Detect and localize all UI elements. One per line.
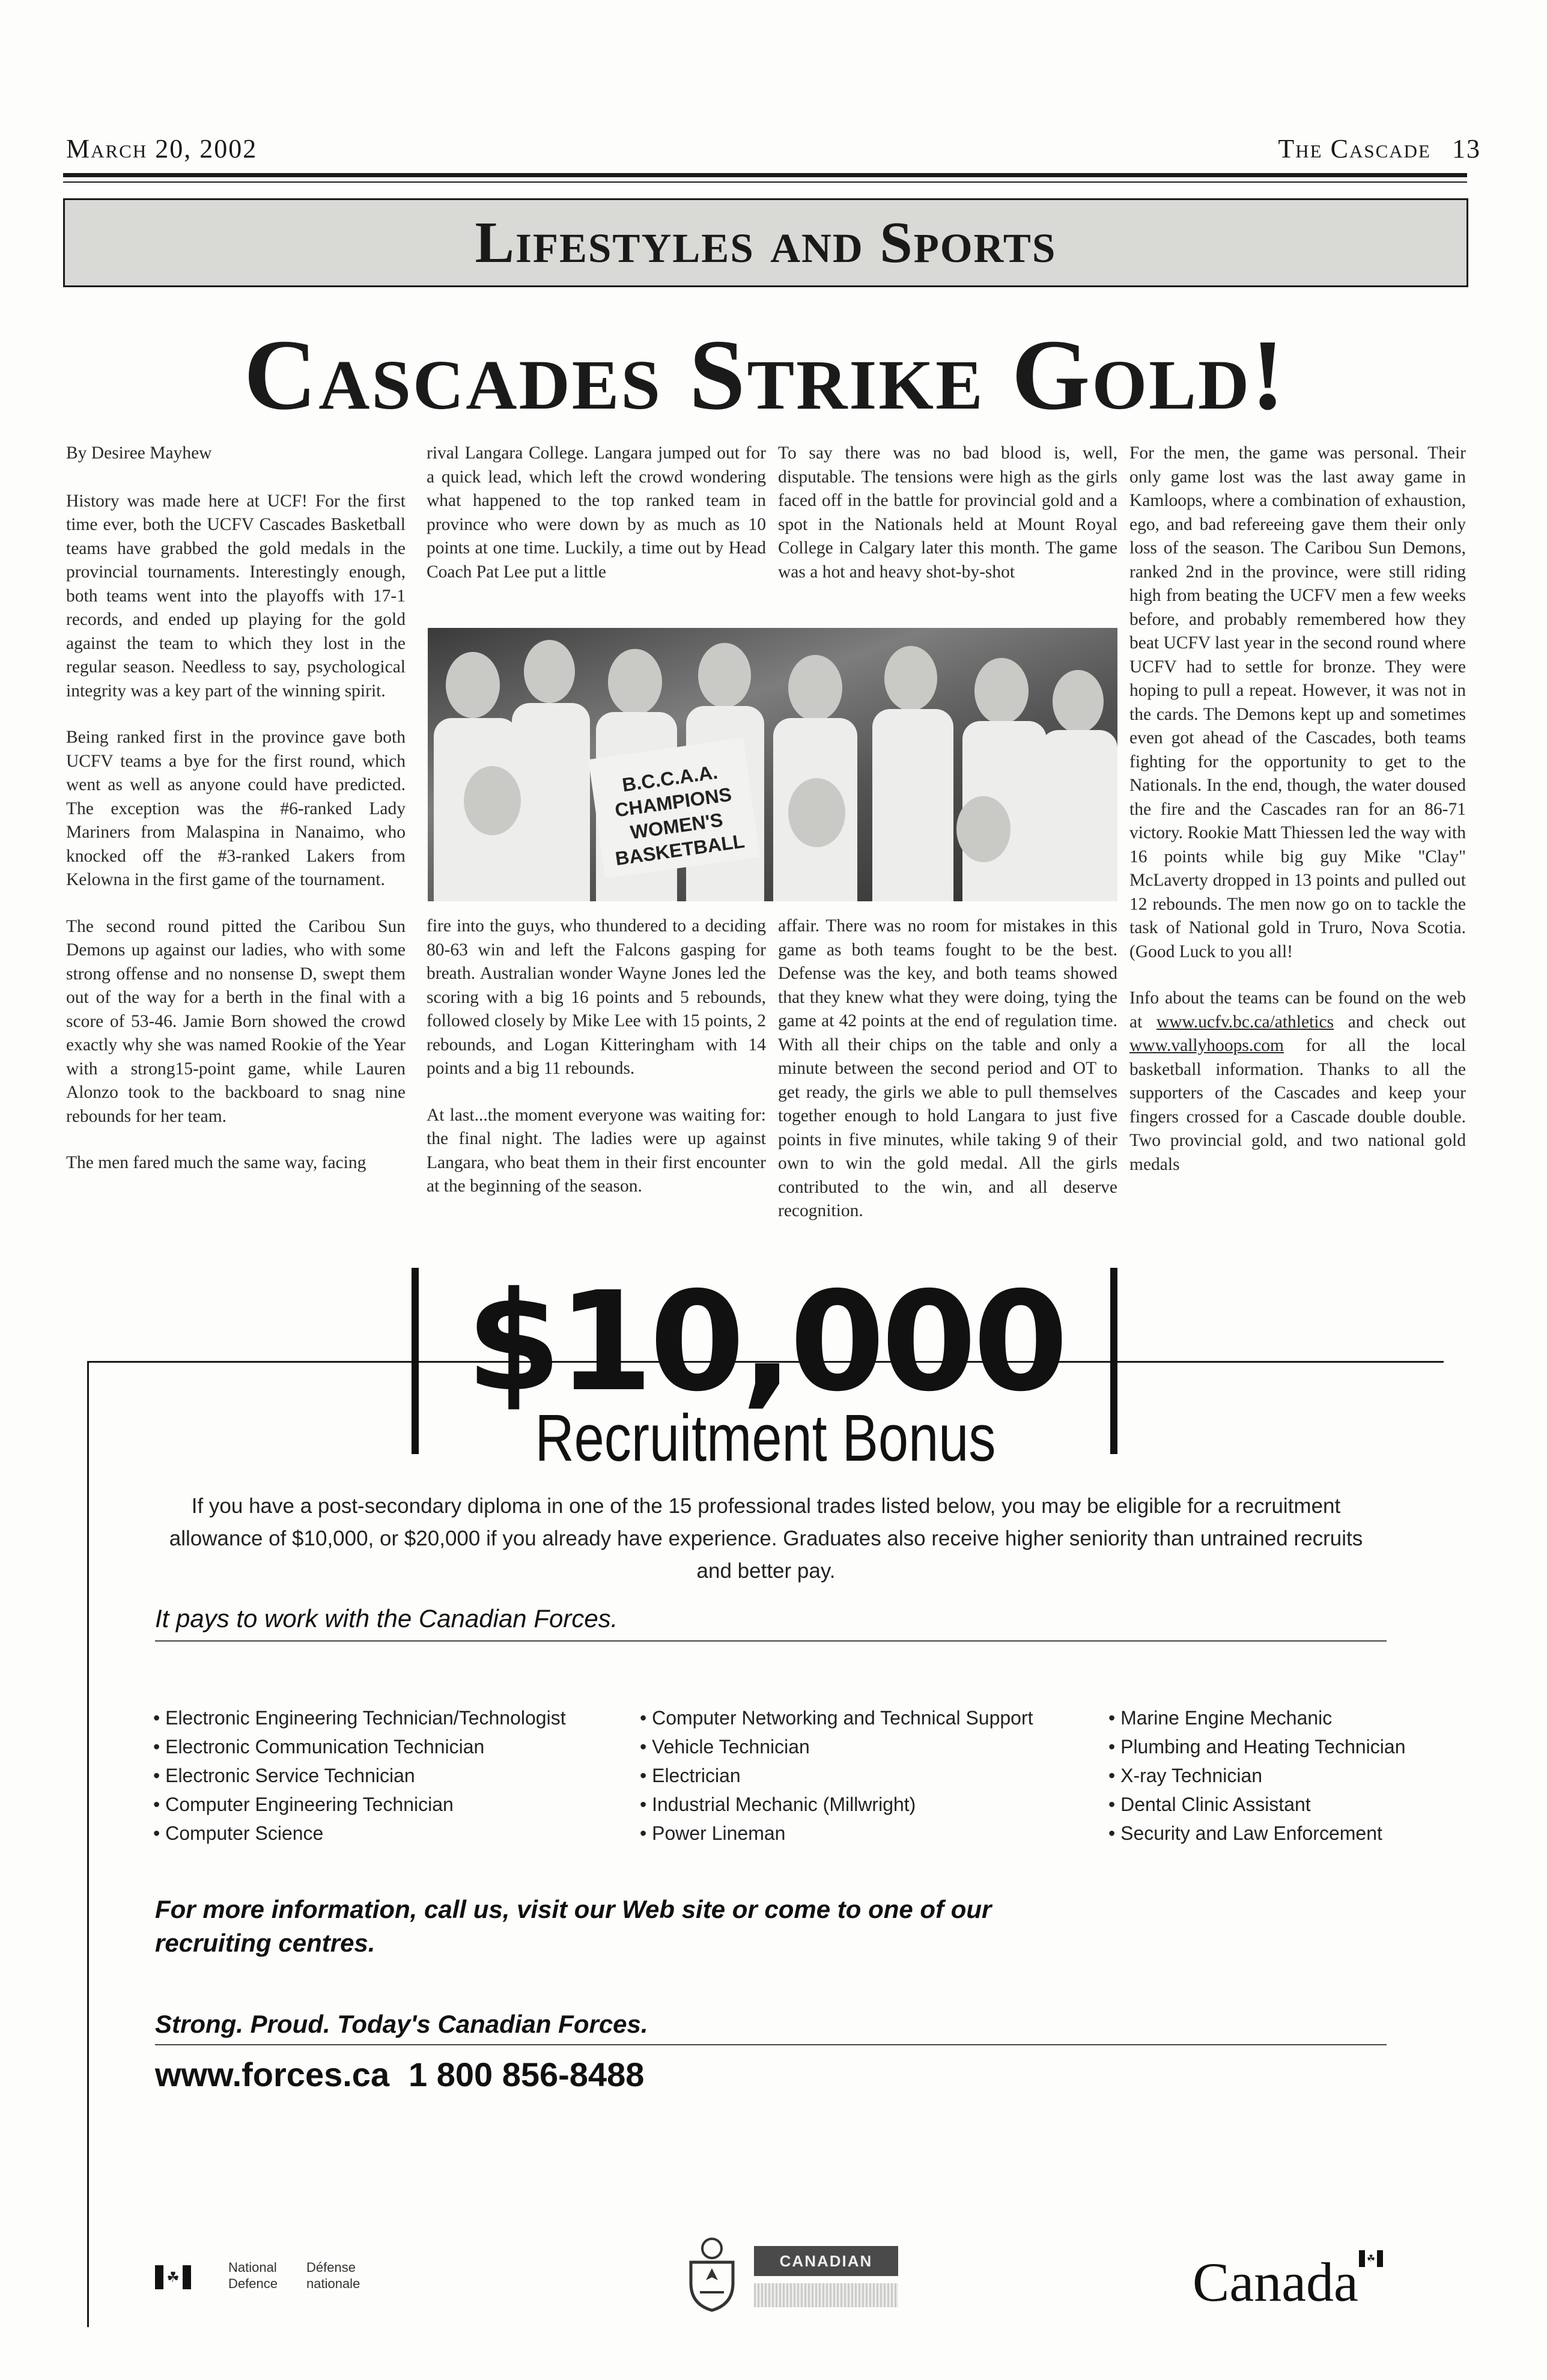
canada-wordmark: Canada [1193, 2251, 1358, 2313]
paper-page-label [1278, 133, 1481, 164]
paragraph: affair. There was no room for mistakes in this game as both teams fought to be the best. Defense was the key, and both teams showed that they knew what they were doing, tying the game at 42 points at the end of regulation time. With all their chips on the table and only a minute between the second period and OT to get ready, the girls we able to pull themselves together enough to hold Langara to just five points in five minutes, while taking 9 of their own to win the gold medal. All the girls contributed to the win, and all deserve recognition. [778, 916, 1117, 1220]
trades-list-1 [153, 1703, 610, 1848]
section-title: Lifestyles and Sports [475, 210, 1057, 275]
trade-item: • Electrician [640, 1761, 1096, 1790]
paragraph: fire into the guys, who thundered to a deciding 80-63 win and left the Falcons gasping for breath. Australian wonder Wayne Jones led the scoring with a big 16 points and 5 rebounds, followed closely by Mike Lee with 15 points, 2 rebounds, and Logan Kitteringham with 14 points and a big 11 rebounds. [427, 916, 766, 1078]
ad-rule [155, 1640, 1387, 1642]
article-column-4 [1129, 442, 1466, 1199]
article-column-1 [66, 442, 406, 1198]
bonus-amount: $10,000 [466, 1262, 1065, 1422]
paragraph: History was made here at UCF! For the first time ever, both the UCFV Cascades Basketball teams have grabbed the gold medals in the provincial tournaments. Interestingly enough, both teams went into the playoffs with 17-1 records, and ended up playing for the gold against the team to which they lost in the regular season. Needless to say, psychological integrity was a key part of the winning spirit. [66, 491, 406, 701]
bonus-title: Recruitment Bonus [535, 1401, 996, 1475]
paper-name: The Cascade [1278, 134, 1431, 163]
athletics-link[interactable]: www.ucfv.bc.ca/athletics [1156, 1012, 1334, 1032]
dnd-wordmark-english: National Defence [228, 2260, 278, 2291]
trade-item: • X-ray Technician [1108, 1761, 1445, 1790]
trade-item: • Electronic Engineering Technician/Technologist [153, 1703, 610, 1732]
team-photo [428, 628, 1117, 901]
paragraph: The men fared much the same way, facing [66, 1153, 366, 1172]
masthead-rule-thin [63, 181, 1467, 183]
paragraph: At last...the moment everyone was waiting for: the final night. The ladies were up against Langara, who beat them in their first encounter at the beginning of the season. [427, 1105, 766, 1196]
ad-more-info: For more information, call us, visit our Web site or come to one of our recruiting centres. [155, 1895, 992, 1957]
paragraph: Being ranked first in the province gave both UCFV teams a bye for the first round, which went as well as anyone could have predicted. The exception was the #6-ranked Lady Mariners from Malaspina in Nanaimo, who knocked off the #3-ranked Lakers from Kelowna in the first game of the tournament. [66, 728, 406, 889]
trade-item: • Computer Engineering Technician [153, 1790, 610, 1819]
article-column-2-bottom [427, 915, 766, 1222]
photo-banner: B.C.C.A.A. CHAMPIONS WOMEN'S BASKETBALL [588, 738, 759, 878]
masthead-rule [63, 173, 1467, 177]
trade-item: • Security and Law Enforcement [1108, 1819, 1445, 1848]
recruiting-phone: 1 800 856-8488 [409, 2056, 645, 2093]
article-column-2-top [427, 442, 766, 607]
trade-item: • Electronic Communication Technician [153, 1732, 610, 1761]
forces-website-link[interactable]: www.forces.ca [155, 2056, 390, 2093]
article-column-3-bottom [778, 915, 1117, 1246]
trade-item: • Industrial Mechanic (Millwright) [640, 1790, 1096, 1819]
byline: By Desiree Mayhew [66, 443, 212, 463]
forces-crest-icon [679, 2235, 745, 2313]
forces-badge-subtext [754, 2283, 898, 2307]
section-banner [63, 198, 1468, 287]
canada-wordmark-flag-icon: ☘ [1359, 2250, 1383, 2267]
ad-slogan: Strong. Proud. Today's Canadian Forces. [155, 2010, 648, 2038]
trades-list-2 [640, 1703, 1096, 1848]
ad-intro: If you have a post-secondary diploma in one of the 15 professional trades listed below, you may be eligible for a recruitment allowance of $10,000, or $20,000 if you already have experience. Graduates also receive higher seniority than untrained recruits and better pay. [169, 1494, 1363, 1583]
article-column-3-top [778, 442, 1117, 607]
trade-item: • Dental Clinic Assistant [1108, 1790, 1445, 1819]
trade-item: • Computer Science [153, 1819, 610, 1848]
trade-item: • Computer Networking and Technical Support [640, 1703, 1096, 1732]
paragraph: The second round pitted the Caribou Sun Demons up against our ladies, who with some strong offense and no nonsense D, swept them out of the way for a berth in the final with a score of 53-46. Jamie Born showed the crowd exactly why she was named Rookie of the Year with a strong15-point game, while Lauren Alonzo took to the backboard to snag nine rebounds for her team. [66, 916, 406, 1126]
dnd-wordmark-french: Défense nationale [306, 2260, 360, 2291]
ad-bar-right [1110, 1268, 1117, 1454]
vallyhoops-link[interactable]: www.vallyhoops.com [1129, 1036, 1284, 1055]
ad-bar-left [412, 1268, 419, 1454]
canada-flag-icon: ☘ [155, 2265, 191, 2289]
trades-list-3 [1108, 1703, 1445, 1848]
canadian-forces-badge: CANADIAN [754, 2246, 898, 2276]
ad-rule [155, 2044, 1387, 2045]
paragraph: rival Langara College. Langara jumped out for a quick lead, which left the crowd wondering what happened to the top ranked team in province who were down by as much as 10 points at one time. Luckily, a time out by Head Coach Pat Lee put a little [427, 443, 766, 582]
ad-tagline: It pays to work with the Canadian Forces. [155, 1604, 618, 1633]
trade-item: • Vehicle Technician [640, 1732, 1096, 1761]
article-headline: Cascades Strike Gold! [243, 319, 1287, 431]
paragraph: For the men, the game was personal. Their only game lost was the last away game in Kamloops, where a combination of exhaustion, ego, and bad refereeing gave them their only loss of the season. The Caribou Sun Demons, ranked 2nd in the province, were still riding high from beating the UCFV men a few weeks before, and probably remembered how they beat UCFV last year in the second round where UCFV had to settle for bronze. They were hoping to pull a repeat. However, it was not in the cards. The Demons kept up and sometimes even got ahead of the Cascades, both teams fighting for the opportunity to get to the Nationals. In the end, though, the water doused the fire and the Cascades ran for an 86-71 victory. Rookie Matt Thiessen led the way with 16 points while big guy Mike "Clay" McLaverty dropped in 13 points and pulled out 12 rebounds. The men now go on to tackle the task of National gold in Truro, Nova Scotia. (Good Luck to you all! [1129, 443, 1466, 961]
page-number: 13 [1452, 134, 1481, 163]
issue-date: March 20, 2002 [66, 134, 258, 163]
trade-item: • Electronic Service Technician [153, 1761, 610, 1790]
trade-item: • Power Lineman [640, 1819, 1096, 1848]
trade-item: • Marine Engine Mechanic [1108, 1703, 1445, 1732]
paragraph: To say there was no bad blood is, well, disputable. The tensions were high as the girls faced off in the battle for provincial gold and a spot in the Nationals held at Mount Royal College in Calgary later this month. The game was a hot and heavy shot-by-shot [778, 443, 1117, 582]
paragraph-info: Info about the teams can be found on the web at www.ucfv.bc.ca/athletics and check out www.vallyhoops.com for all the local basketball information. Thanks to all the supporters of the Cascades and keep your fingers crossed for a Cascade double double. Two provincial gold, and two national gold medals [1129, 988, 1466, 1174]
trade-item: • Plumbing and Heating Technician [1108, 1732, 1445, 1761]
